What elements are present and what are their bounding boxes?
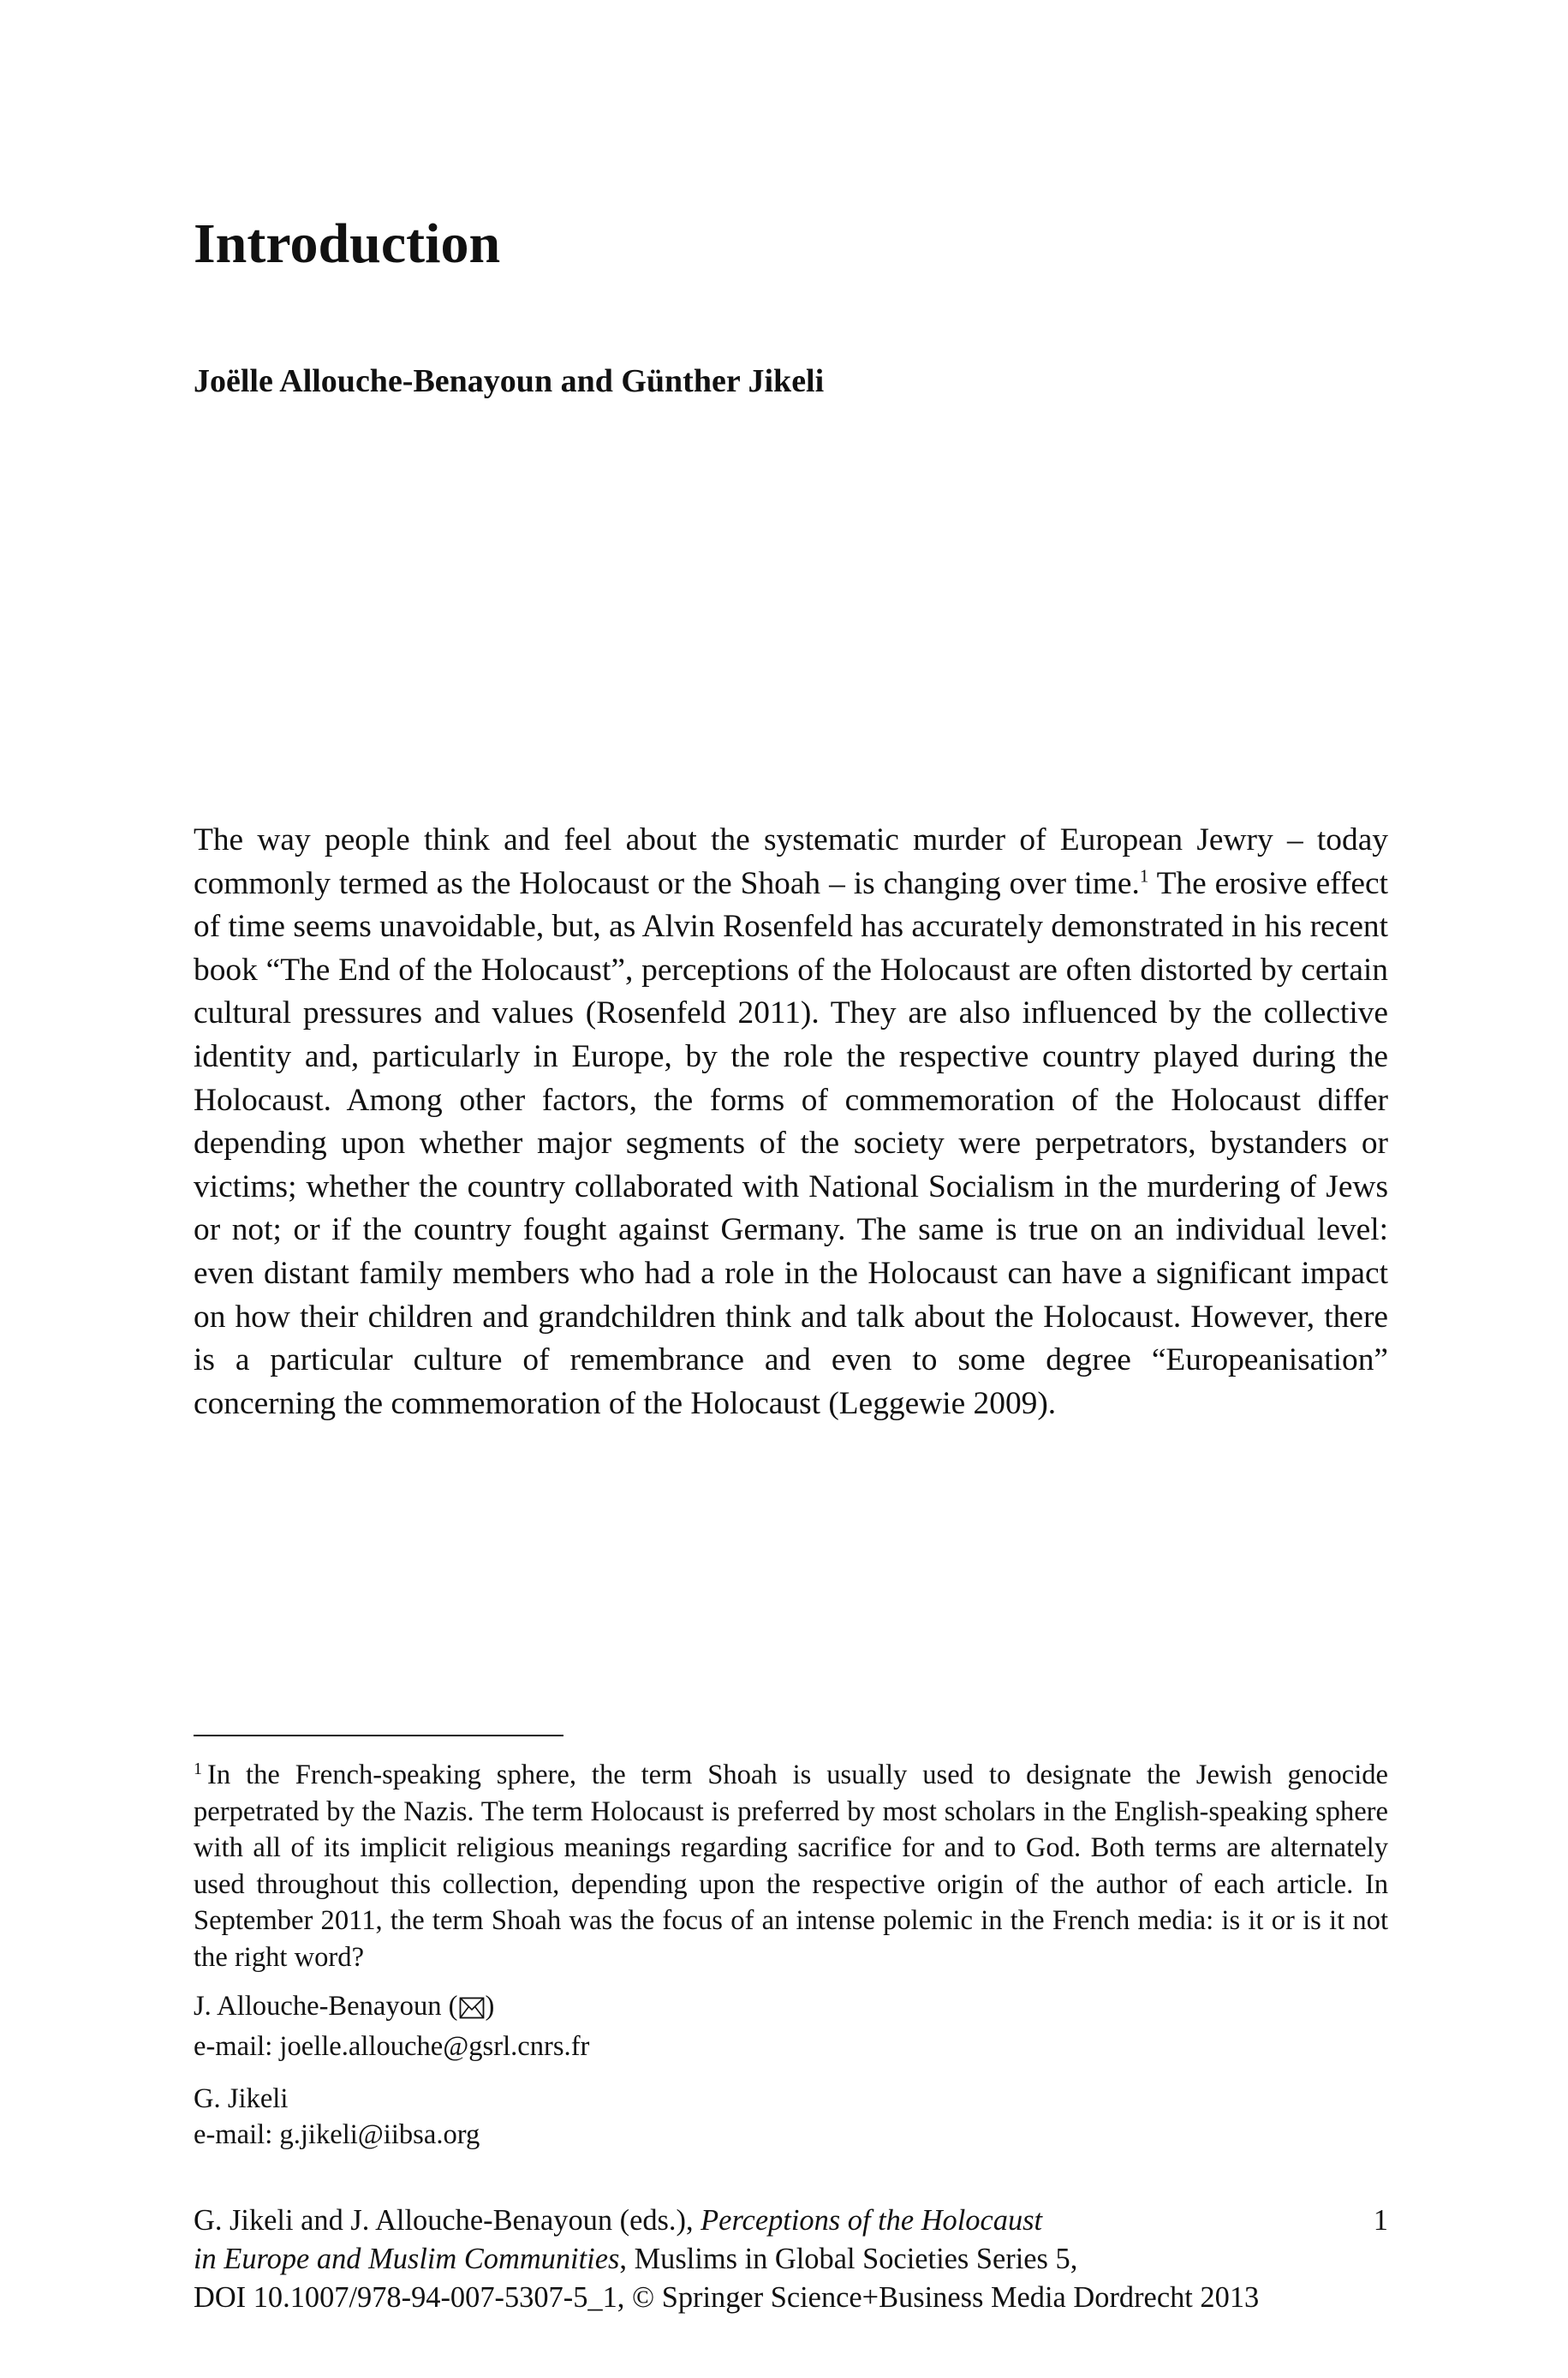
body-paragraph [194, 819, 1388, 1425]
contact-name-1: J. Allouche-Benayoun [194, 1991, 442, 2022]
contact-email-1[interactable]: e-mail: joelle.allouche@gsrl.cnrs.fr [194, 2031, 590, 2063]
chapter-authors: Joëlle Allouche-Benayoun and Günther Jikeli [194, 363, 825, 399]
footnote [194, 1757, 1388, 1976]
book-title-line-1: Perceptions of the Holocaust [701, 2204, 1043, 2237]
contact-name-2: G. Jikeli [194, 2083, 289, 2114]
body-text-part-2: The erosive effect of time seems unavoidable, but, as Alvin Rosenfeld has accurately demonstrated in his recent book “The End of the Holocaust”, perceptions of the Holocaust are often distorted by certain cultural pressures and values (Rosenfeld 2011). They are also influenced by the collective identity and, particularly in Europe, by the role the respective country played during the Holocaust. Among other factors, the forms of commemoration of the Holocaust differ depending upon whether major segments of the society were perpetrators, bystanders or victims; whether the country collaborated with National Socialism in the murdering of Jews or not; or if the country fought against Germany. The same is true on an individual level: even distant family members who had a role in the Holocaust can have a significant impact on how their children and grandchildren think and talk about the Holocaust. However, there is a particular culture of remembrance and even to some degree “Europeanisation” concerning the commemoration of the Holocaust (Leggewie 2009). [194, 865, 1388, 1421]
envelope-icon [459, 1993, 485, 2028]
author-contact-2 [194, 2081, 480, 2154]
contact-email-2[interactable]: e-mail: g.jikeli@iibsa.org [194, 2119, 480, 2151]
editors-text: G. Jikeli and J. Allouche-Benayoun (eds.), [194, 2204, 701, 2237]
footnote-divider [194, 1735, 563, 1736]
footnote-text: In the French-speaking sphere, the term Shoah is usually used to designate the Jewish genocide perpetrated by the Nazis. The term Holocaust is preferred by most scholars in the English-speaking sphere with all of its implicit religious meanings regarding sacrifice for and to God. Both terms are alternately used throughout this collection, depending upon the respective origin of the author of each article. In September 2011, the term Shoah was the focus of an intense polemic in the French media: is it or is it not the right word? [194, 1760, 1388, 1973]
footnote-reference[interactable]: 1 [1139, 864, 1149, 886]
bibliographic-info [194, 2202, 1259, 2317]
chapter-title: Introduction [194, 212, 501, 275]
series-text: , Muslims in Global Societies Series 5, [619, 2243, 1078, 2275]
author-contact-1: J. Allouche-Benayoun ( ) e-mail: joelle.allouche@gsrl.cnrs.fr [194, 1988, 589, 2065]
body-text-part-1: The way people think and feel about the systematic murder of European Jewry – today commonly termed as the Holocaust or the Shoah – is changing over time. [194, 822, 1388, 901]
doi-line: DOI 10.1007/978-94-007-5307-5_1, © Springer Science+Business Media Dordrecht 2013 [194, 2281, 1260, 2314]
page-number: 1 [1373, 2204, 1388, 2237]
book-title-line-2: in Europe and Muslim Communities [194, 2243, 620, 2275]
footnote-marker: 1 [194, 1760, 202, 1778]
